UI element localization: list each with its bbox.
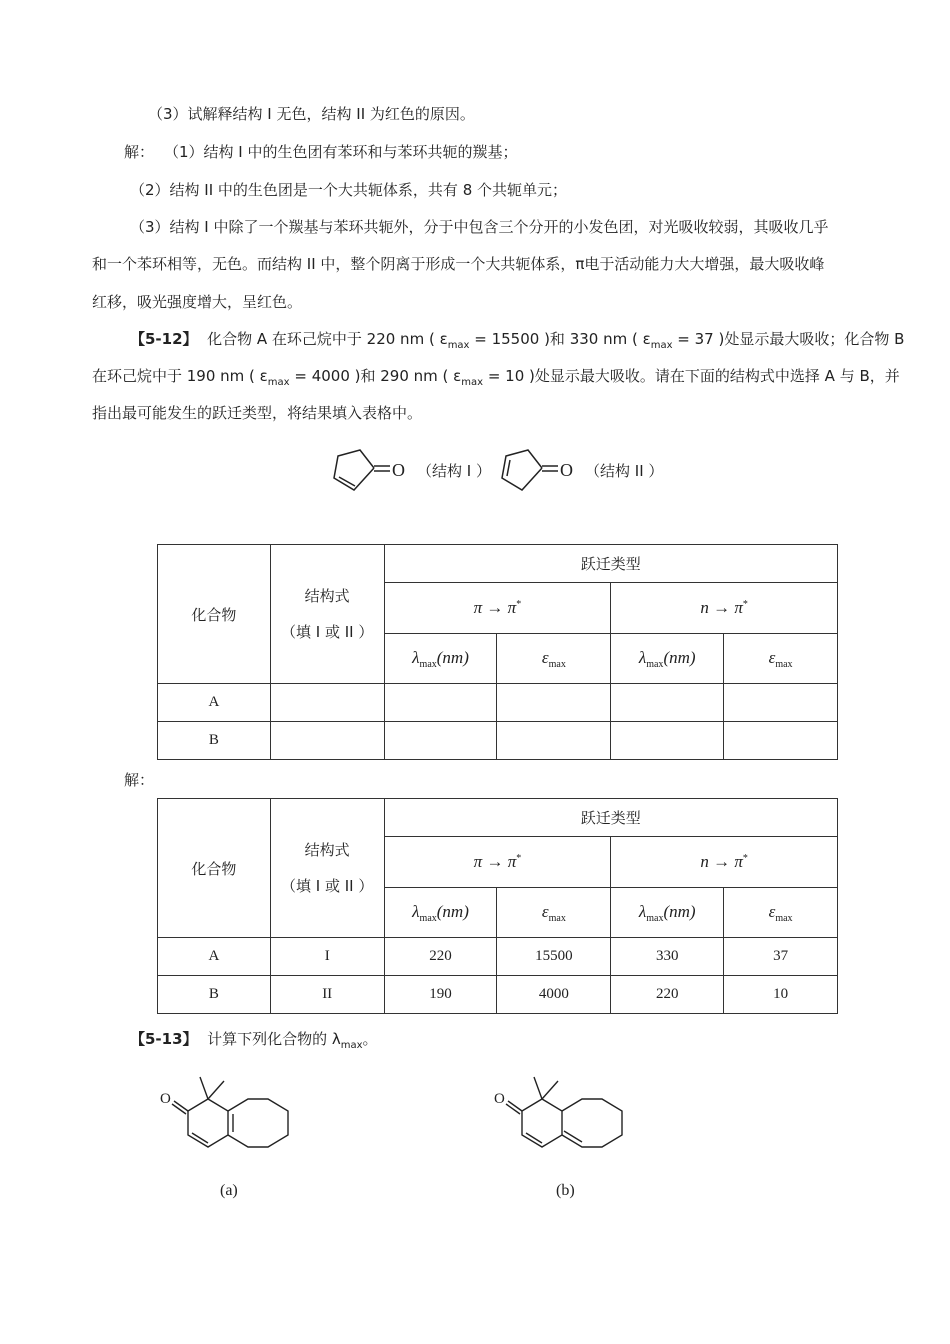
header-lambda-max: $\lambda_{max}(nm)$	[384, 634, 497, 684]
header-epsilon-max: $\varepsilon_{max}$	[497, 634, 611, 684]
answer-3-line-3: 红移，吸光强度增大，呈红色。	[92, 293, 303, 311]
answer-label: 解：	[124, 143, 155, 161]
header-epsilon-max: $\varepsilon_{max}$	[724, 888, 838, 938]
table-row: B	[158, 722, 838, 760]
molecule-b-diagram	[484, 1065, 644, 1165]
answer-3-line-1: （3）结构 I 中除了一个羰基与苯环共轭外，分于中包含三个分开的小发色团，对光吸收较弱，其吸收几乎	[130, 218, 829, 236]
problem-512-line-3: 指出最可能发生的跃迁类型，将结果填入表格中。	[92, 404, 423, 422]
table-row: B II 190 4000 220 10	[158, 976, 838, 1014]
problem-tag: 【5-13】	[130, 1030, 198, 1048]
struct1-oxygen: O	[392, 460, 405, 480]
header-lambda-max: $\lambda_{max}(nm)$	[611, 888, 724, 938]
header-epsilon-max: $\varepsilon_{max}$	[724, 634, 838, 684]
molecule-a-diagram	[150, 1065, 310, 1165]
mol-a-oxygen: O	[160, 1091, 171, 1107]
molecule-b-label: (b)	[556, 1182, 575, 1199]
header-transition-type: 跃迁类型	[384, 545, 837, 583]
structure-2-diagram	[494, 440, 584, 500]
answer-label-2: 解：	[124, 771, 155, 789]
header-pi-pi: π → π*	[384, 837, 611, 888]
header-lambda-max: $\lambda_{max}(nm)$	[384, 888, 497, 938]
table-row: A I 220 15500 330 37	[158, 938, 838, 976]
mol-b-oxygen: O	[494, 1091, 505, 1107]
header-compound: 化合物	[158, 799, 271, 938]
problem-tag: 【5-12】	[130, 330, 198, 348]
problem-512-line-1: 【5-12】 化合物 A 在环己烷中于 220 nm ( $\varepsilon_{max} = 15500$ )和 330 nm ( $\varepsilon_{max} = 37$ )处显示最大吸收；化合物 B	[130, 330, 905, 351]
header-epsilon-max: $\varepsilon_{max}$	[497, 888, 611, 938]
structure-1-label: （结构 I ）	[417, 462, 491, 480]
header-n-pi: n → π*	[611, 583, 838, 634]
structure-2-label: （结构 II ）	[585, 462, 664, 480]
answer-1: （1）结构 I 中的生色团有苯环和与苯环共轭的羰基；	[164, 143, 518, 161]
header-compound: 化合物	[158, 545, 271, 684]
question-3-text: （3）试解释结构 I 无色，结构 II 为红色的原因。	[148, 105, 475, 123]
header-n-pi: n → π*	[611, 837, 838, 888]
header-lambda-max: $\lambda_{max}(nm)$	[611, 634, 724, 684]
table-answer	[157, 798, 838, 1014]
table-row: A	[158, 684, 838, 722]
struct2-oxygen: O	[560, 460, 573, 480]
structure-1-diagram	[326, 440, 416, 500]
problem-512-line-2: 在环己烷中于 190 nm ( $\varepsilon_{max} = 4000$ )和 290 nm ( $\varepsilon_{max} = 10$ )处显示最大吸收。请在下面的结构式中选择 A 与 B，并	[92, 367, 900, 388]
header-structure: 结构式 （填 I 或 II ）	[270, 799, 384, 938]
header-transition-type: 跃迁类型	[384, 799, 837, 837]
header-pi-pi: π → π*	[384, 583, 611, 634]
header-structure: 结构式 （填 I 或 II ）	[270, 545, 384, 684]
answer-2: （2）结构 II 中的生色团是一个大共轭体系，共有 8 个共轭单元；	[130, 181, 568, 199]
molecule-a-label: (a)	[220, 1182, 238, 1199]
answer-3-line-2: 和一个苯环相等，无色。而结构 II 中，整个阴离于形成一个大共轭体系，π电于活动能力大大增强，最大吸收峰	[92, 255, 825, 273]
table-blank	[157, 544, 838, 760]
problem-513-line: 【5-13】 计算下列化合物的 $\lambda_{max}$。	[130, 1030, 378, 1051]
